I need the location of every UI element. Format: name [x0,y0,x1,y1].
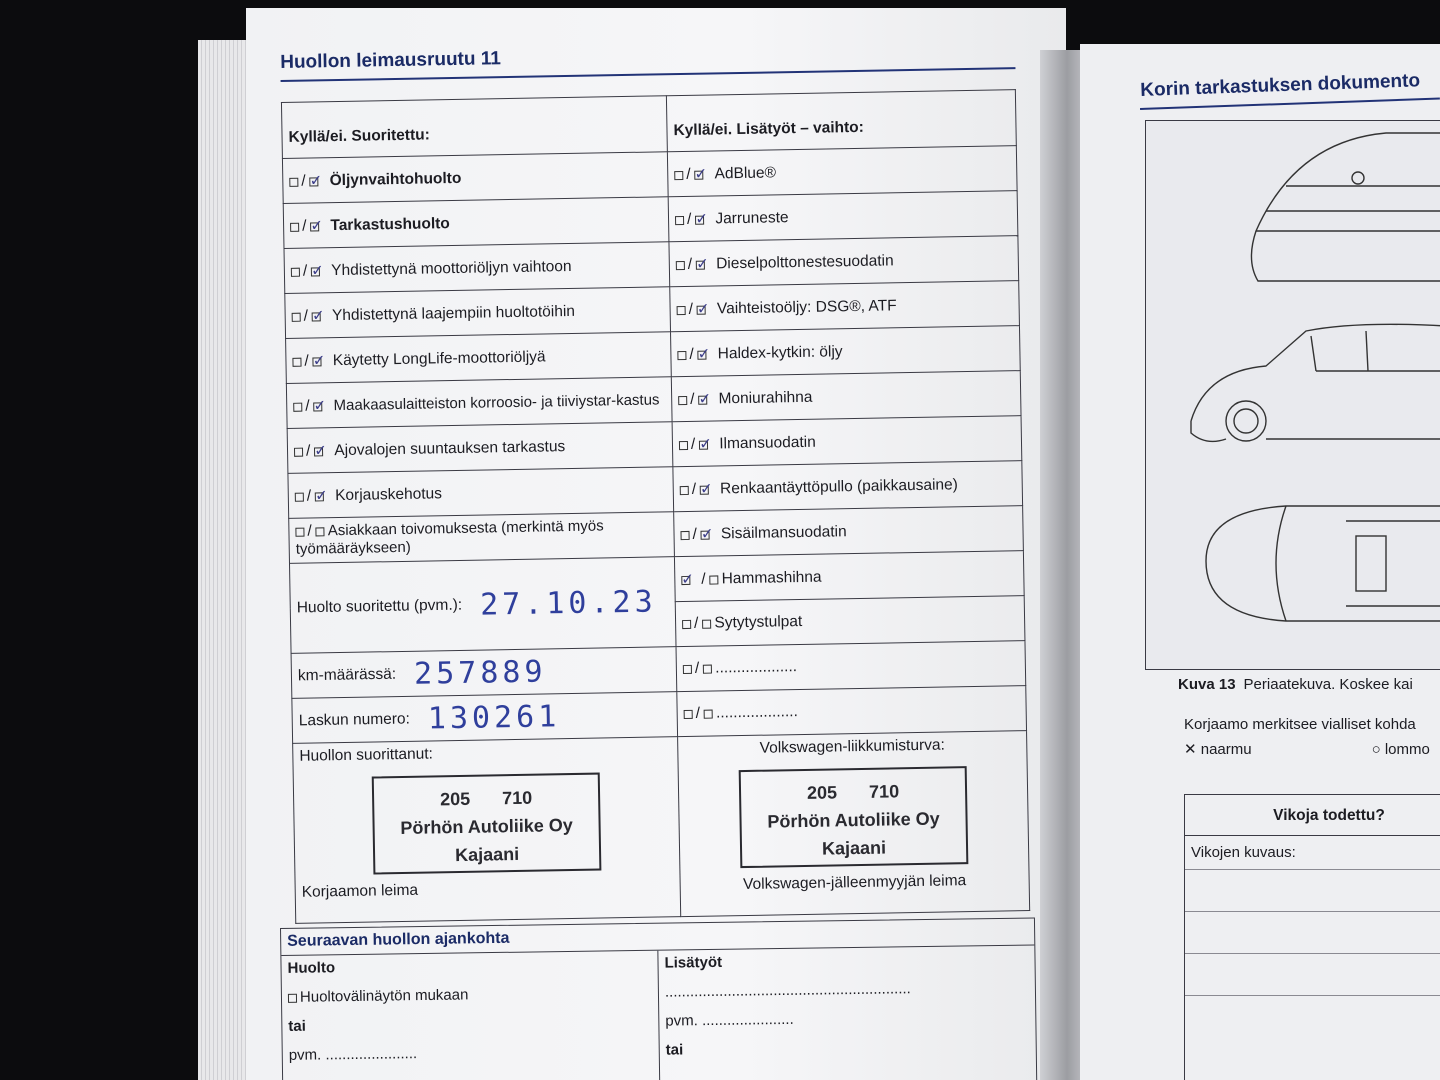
defects-question: Vikoja todettu? [1185,795,1440,836]
right-item-label: ................... [715,658,798,677]
left-item-row: / ✓ Ajovalojen suuntauksen tarkastus [287,422,673,474]
workshop-stamp-cell [293,737,681,924]
stamp-number: 205 [439,788,471,810]
km-cell [291,647,677,699]
stamp-city: Kajaani [821,837,887,859]
workshop-stamp-label: Korjaamon leima [301,881,419,901]
tick-icon: ✓ [311,305,325,324]
tick-icon: ✓ [310,215,324,234]
right-page-title: Korin tarkastuksen dokumento [1140,70,1421,101]
legend-scratch: naarmu [1200,741,1252,758]
figure-label: Kuva 13 [1178,676,1236,693]
tick-icon: ✓ [699,479,713,498]
extra-work-col-header: Lisätyöt [664,953,723,972]
next-service-title: Seuraavan huollon ajankohta [281,918,1034,956]
right-item-label: Ilmansuodatin [719,433,816,452]
yes-checkbox[interactable] [702,620,711,629]
right-item-row: / ✓ Ilmansuodatin [672,416,1022,467]
tick-icon: ✓ [699,434,713,453]
tick-icon: ✓ [697,344,711,363]
mobility-label: Volkswagen-liikkumisturva: [759,736,946,757]
left-column-header: Kyllä/ei. Suoritettu: [281,96,667,159]
tick-icon: ✓ [312,350,326,369]
defects-table [1184,794,1440,1080]
no-checkbox[interactable] [680,530,689,539]
dealer-stamp [739,766,969,868]
left-item-label: Ajovalojen suuntauksen tarkastus [334,437,566,459]
no-checkbox[interactable] [295,528,304,537]
right-column-header: Kyllä/ei. Lisätyöt – vaihto: [666,90,1016,152]
extra-work-column [657,945,1036,1080]
right-item-row: / ✓ Haldex-kytkin: öljy [671,326,1021,377]
no-checkbox[interactable] [293,402,302,411]
stamp-city: Kajaani [454,843,520,866]
left-item-row: / Asiakkaan toivomuksesta (merkintä myös työmääräykseen) [289,512,675,564]
yes-checkbox[interactable] [704,710,713,719]
yes-checkbox[interactable] [316,527,325,536]
stamp-company: Pörhön Autoliike Oy [767,808,940,832]
service-date-label: Huolto suoritettu (pvm.): [296,596,463,617]
km-value: 257889 [413,653,547,692]
right-item-label: Vaihteistoöljy: DSG®, ATF [716,296,897,317]
or-label: tai [288,1017,307,1035]
tick-icon: ✓ [311,260,324,279]
workshop-stamp [372,773,602,875]
service-date-value: 27.10.23 [479,584,657,623]
right-item-label: Sisäilmansuodatin [720,522,847,542]
circle-icon: ○ [1371,741,1381,758]
no-checkbox[interactable] [292,357,301,366]
invoice-value: 130261 [427,698,561,737]
right-item-label: Dieselpolttonestesuodatin [715,251,894,272]
figure-caption [1178,676,1413,693]
tick-icon: ✓ [694,164,708,183]
tick-icon: ✓ [314,485,328,504]
left-item-row: / ✓ Maakaasulaitteiston korroosio- ja tiiviystar-kastus [286,377,672,429]
right-item-row: / ✓ Renkaantäyttöpullo (paikkausaine) [673,461,1023,512]
description-line[interactable] [1185,953,1440,995]
right-item-row: / Sytytystulpat [675,596,1025,647]
dealer-stamp-label: Volkswagen-jälleenmyyjän leima [742,872,967,894]
figure-text: Periaatekuva. Koskee kai [1243,676,1413,693]
no-checkbox[interactable] [684,710,693,719]
no-checkbox[interactable] [676,260,685,269]
right-item-row: ✓ / Hammashihna [674,551,1024,602]
no-checkbox[interactable] [289,177,298,186]
right-item-row: / ✓ Sisäilmansuodatin [674,506,1024,557]
left-item-row: / ✓ Yhdistettynä moottoriöljyn vaihtoon [284,242,670,294]
no-checkbox[interactable] [291,267,300,276]
no-checkbox[interactable] [675,215,684,224]
defects-description-label: Vikojen kuvaus: [1191,844,1296,861]
left-item-row: / ✓ Tarkastushuolto [283,197,669,249]
left-item-label: Yhdistettynä laajempiin huoltotöihin [331,302,576,324]
right-item-label: ................... [715,703,798,722]
description-line[interactable] [1185,995,1440,1037]
no-checkbox[interactable] [682,620,691,629]
stamp-number: 205 [806,782,838,803]
service-table [281,89,1030,924]
tick-icon: ✓ [313,395,327,414]
left-item-label: Korjauskehotus [334,484,443,504]
left-item-row: / ✓ Öljynvaihtohuolto [282,152,668,204]
left-item-label: Asiakkaan toivomuksesta (merkintä myös työmääräykseen) [295,517,604,558]
no-checkbox[interactable] [680,485,689,494]
date-field[interactable]: pvm. ...................... [288,1045,418,1064]
next-service-column [281,951,659,1080]
no-checkbox[interactable] [674,170,683,179]
legend-dent: lommo [1384,741,1430,758]
tick-icon: ✓ [314,440,328,459]
next-service-col-header: Huolto [287,959,336,977]
right-item-label: Haldex-kytkin: öljy [717,342,843,362]
cross-icon: ✕ [1184,741,1197,758]
no-checkbox[interactable] [683,665,692,674]
stamp-number: 710 [868,781,900,802]
tick-icon: ✓ [700,524,714,543]
car-diagram [1145,120,1440,670]
no-checkbox[interactable] [677,305,686,314]
no-checkbox[interactable] [679,440,688,449]
right-item-row: / ✓ Vaihteistoöljy: DSG®, ATF [670,281,1020,332]
right-item-row: / ✓ Jarruneste [668,191,1018,242]
right-item-label: Jarruneste [715,208,789,227]
right-item-label: Renkaantäyttöpullo (paikkausaine) [719,475,959,497]
service-interval-checkbox[interactable] [288,994,297,1003]
no-checkbox[interactable] [678,395,687,404]
left-item-row: / ✓ Korjauskehotus [288,467,674,519]
left-item-label: Maakaasulaitteiston korroosio- ja tiiviystar-kastus [333,390,660,414]
km-label: km-määrässä: [297,665,397,684]
instruction-text: Korjaamo merkitsee vialliset kohda [1184,716,1416,733]
left-item-label: Öljynvaihtohuolto [329,169,462,189]
description-line[interactable] [1185,911,1440,953]
page-title: Huollon leimausruutu 11 [280,35,1015,82]
tick-icon: ✓ [681,569,695,588]
right-item-row: / ✓ AdBlue® [667,146,1017,197]
right-item-label: Moniurahihna [718,388,813,407]
no-checkbox[interactable] [292,312,301,321]
damage-legend [1184,740,1430,758]
yes-checkbox[interactable] [703,665,712,674]
invoice-cell [292,692,678,744]
no-checkbox[interactable] [677,350,686,359]
next-service-box [280,917,1037,1080]
left-item-label: Yhdistettynä moottoriöljyn vaihtoon [331,257,572,279]
stamp-company: Pörhön Autoliike Oy [400,815,573,839]
invoice-label: Laskun numero: [298,709,411,729]
dealer-stamp-cell [678,731,1030,917]
service-stamp-form [280,35,1030,924]
right-item-label: Sytytystulpat [714,612,803,632]
tick-icon: ✓ [309,170,323,190]
right-item-row: / ✓ Moniurahihna [671,371,1021,422]
right-item-row: / ................... [676,641,1026,692]
right-item-label: AdBlue® [714,163,777,182]
description-line[interactable] [1185,869,1440,911]
extra-work-field[interactable]: ........................................................... [664,980,911,1001]
no-checkbox[interactable] [295,492,304,501]
left-item-label: Tarkastushuolto [330,214,450,234]
performed-by-label: Huollon suorittanut: [299,745,434,765]
stamp-number: 710 [501,787,533,809]
tick-icon: ✓ [698,389,712,408]
no-checkbox[interactable] [290,222,299,231]
car-outline-icon [1146,121,1440,671]
left-item-row: / ✓ Yhdistettynä laajempiin huoltotöihin [285,287,671,339]
tick-icon: ✓ [696,299,710,318]
right-item-row: / ✓ Dieselpolttonestesuodatin [669,236,1019,287]
left-item-row: / ✓ Käytetty LongLife-moottoriöljyä [286,332,672,384]
date-field[interactable]: pvm. ...................... [665,1010,794,1030]
right-item-row: / ................... [677,686,1027,737]
left-item-label: Käytetty LongLife-moottoriöljyä [332,347,546,369]
service-date-cell [289,557,676,654]
yes-checkbox[interactable] [710,575,719,584]
service-interval-label: Huoltovälinäytön mukaan [299,986,469,1006]
tick-icon: ✓ [695,254,709,273]
tick-icon: ✓ [695,209,709,228]
or-label: tai [665,1041,684,1059]
right-item-label: Hammashihna [721,568,822,587]
no-checkbox[interactable] [294,447,303,456]
